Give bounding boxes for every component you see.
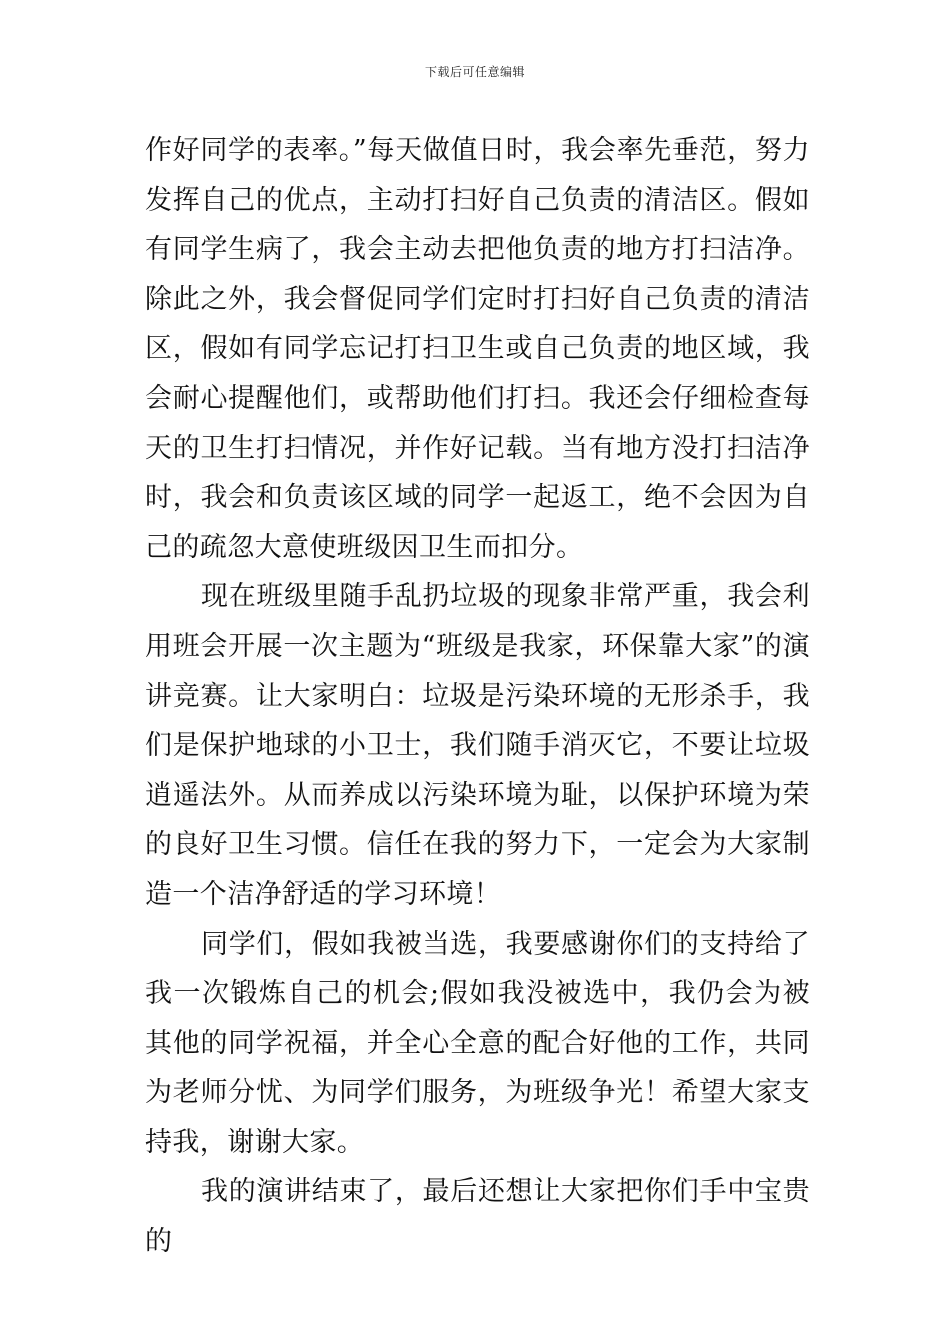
paragraph-environment-campaign: 现在班级里随手乱扔垃圾的现象非常严重，我会利用班会开展一次主题为“班级是我家，环保靠大家”的演讲竞赛。让大家明白：垃圾是污染环境的无形杀手，我们是保护地球的小卫士，我们随手消灭它，不要让垃圾逍遥法外。从而养成以污染环境为耻，以保护环境为荣的良好卫生习惯。信任在我的努力下，一定会为大家制造一个洁净舒适的学习环境！ (145, 581, 810, 910)
download-note: 下载后可任意编辑 (424, 65, 525, 79)
paragraph-duty-cleaning: 作好同学的表率。”每天做值日时，我会率先垂范，努力发挥自己的优点，主动打扫好自己负责的清洁区。假如有同学生病了，我会主动去把他负责的地方打扫洁净。除此之外，我会督促同学们定时打扫好自己负责的清洁区，假如有同学忘记打扫卫生或自己负责的地区域，我会耐心提醒他们，或帮助他们打扫。我还会仔细检查每天的卫生打扫情况，并作好记载。当有地方没打扫洁净时，我会和负责该区域的同学一起返工，绝不会因为自己的疏忽大意使班级因卫生而扣分。 (145, 135, 810, 563)
paragraph-closing: 我的演讲结束了，最后还想让大家把你们手中宝贵的 (145, 1176, 810, 1258)
paragraph-thanks: 同学们，假如我被当选，我要感谢你们的支持给了我一次锻炼自己的机会;假如我没被选中，我仍会为被其他的同学祝福，并全心全意的配合好他的工作，共同为老师分忧、为同学们服务，为班级争光！希望大家支持我，谢谢大家。 (145, 928, 810, 1158)
document-body (145, 126, 810, 1267)
